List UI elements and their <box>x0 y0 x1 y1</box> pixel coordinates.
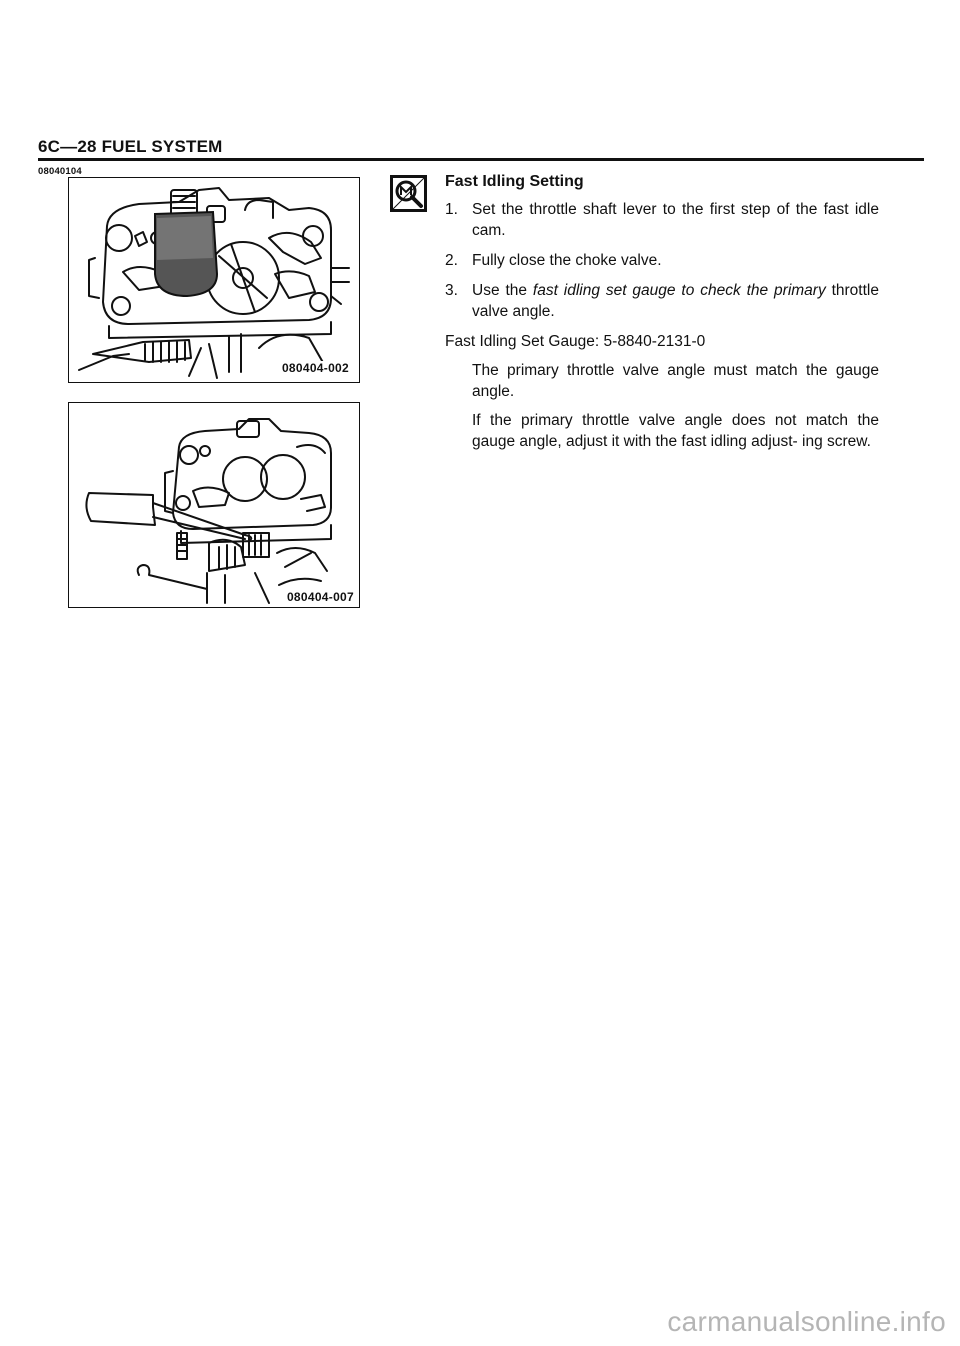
step-text-part: throttle valve angle. <box>472 282 879 320</box>
step-number: 2. <box>445 252 458 269</box>
step-text-part: Use the <box>472 282 533 299</box>
header-rule <box>38 158 924 161</box>
special-tool-icon <box>390 175 427 212</box>
step-text-italic: fast idling set gauge to check the primary <box>532 282 826 299</box>
procedure-step-1 <box>445 199 879 241</box>
figure-carburetor-top <box>68 177 360 383</box>
section-title: Fast Idling Setting <box>445 173 584 190</box>
watermark: carmanualsonline.info <box>667 1306 946 1337</box>
document-code: 08040104 <box>38 166 82 177</box>
figure-label: 080404-002 <box>281 361 349 375</box>
step-number: 1. <box>445 201 458 218</box>
carburetor-gauge-adjustment-illustration <box>69 403 359 607</box>
page-header-title: 6C—28 FUEL SYSTEM <box>38 137 223 156</box>
procedure-step-2 <box>445 250 879 271</box>
procedure-step-3 <box>445 280 879 322</box>
step-number: 3. <box>445 282 458 299</box>
paragraph-adjustment: If the primary throttle valve angle does not match the gauge angle, adjust it with the fast idling adjust- ing screw. <box>472 412 879 450</box>
procedure-content <box>445 171 879 460</box>
step-text: Set the throttle shaft lever to the first step of the fast idle cam. <box>472 201 879 239</box>
figure-carburetor-gauge <box>68 402 360 608</box>
paragraph-angle-match: The primary throttle valve angle must match the gauge angle. <box>472 362 879 400</box>
step-text <box>472 280 879 322</box>
gauge-spec-line: Fast Idling Set Gauge: 5-8840-2131-0 <box>445 333 706 350</box>
step-text: Fully close the choke valve. <box>472 252 662 269</box>
carburetor-top-view-illustration <box>69 178 359 382</box>
figure-label: 080404-007 <box>286 590 354 604</box>
